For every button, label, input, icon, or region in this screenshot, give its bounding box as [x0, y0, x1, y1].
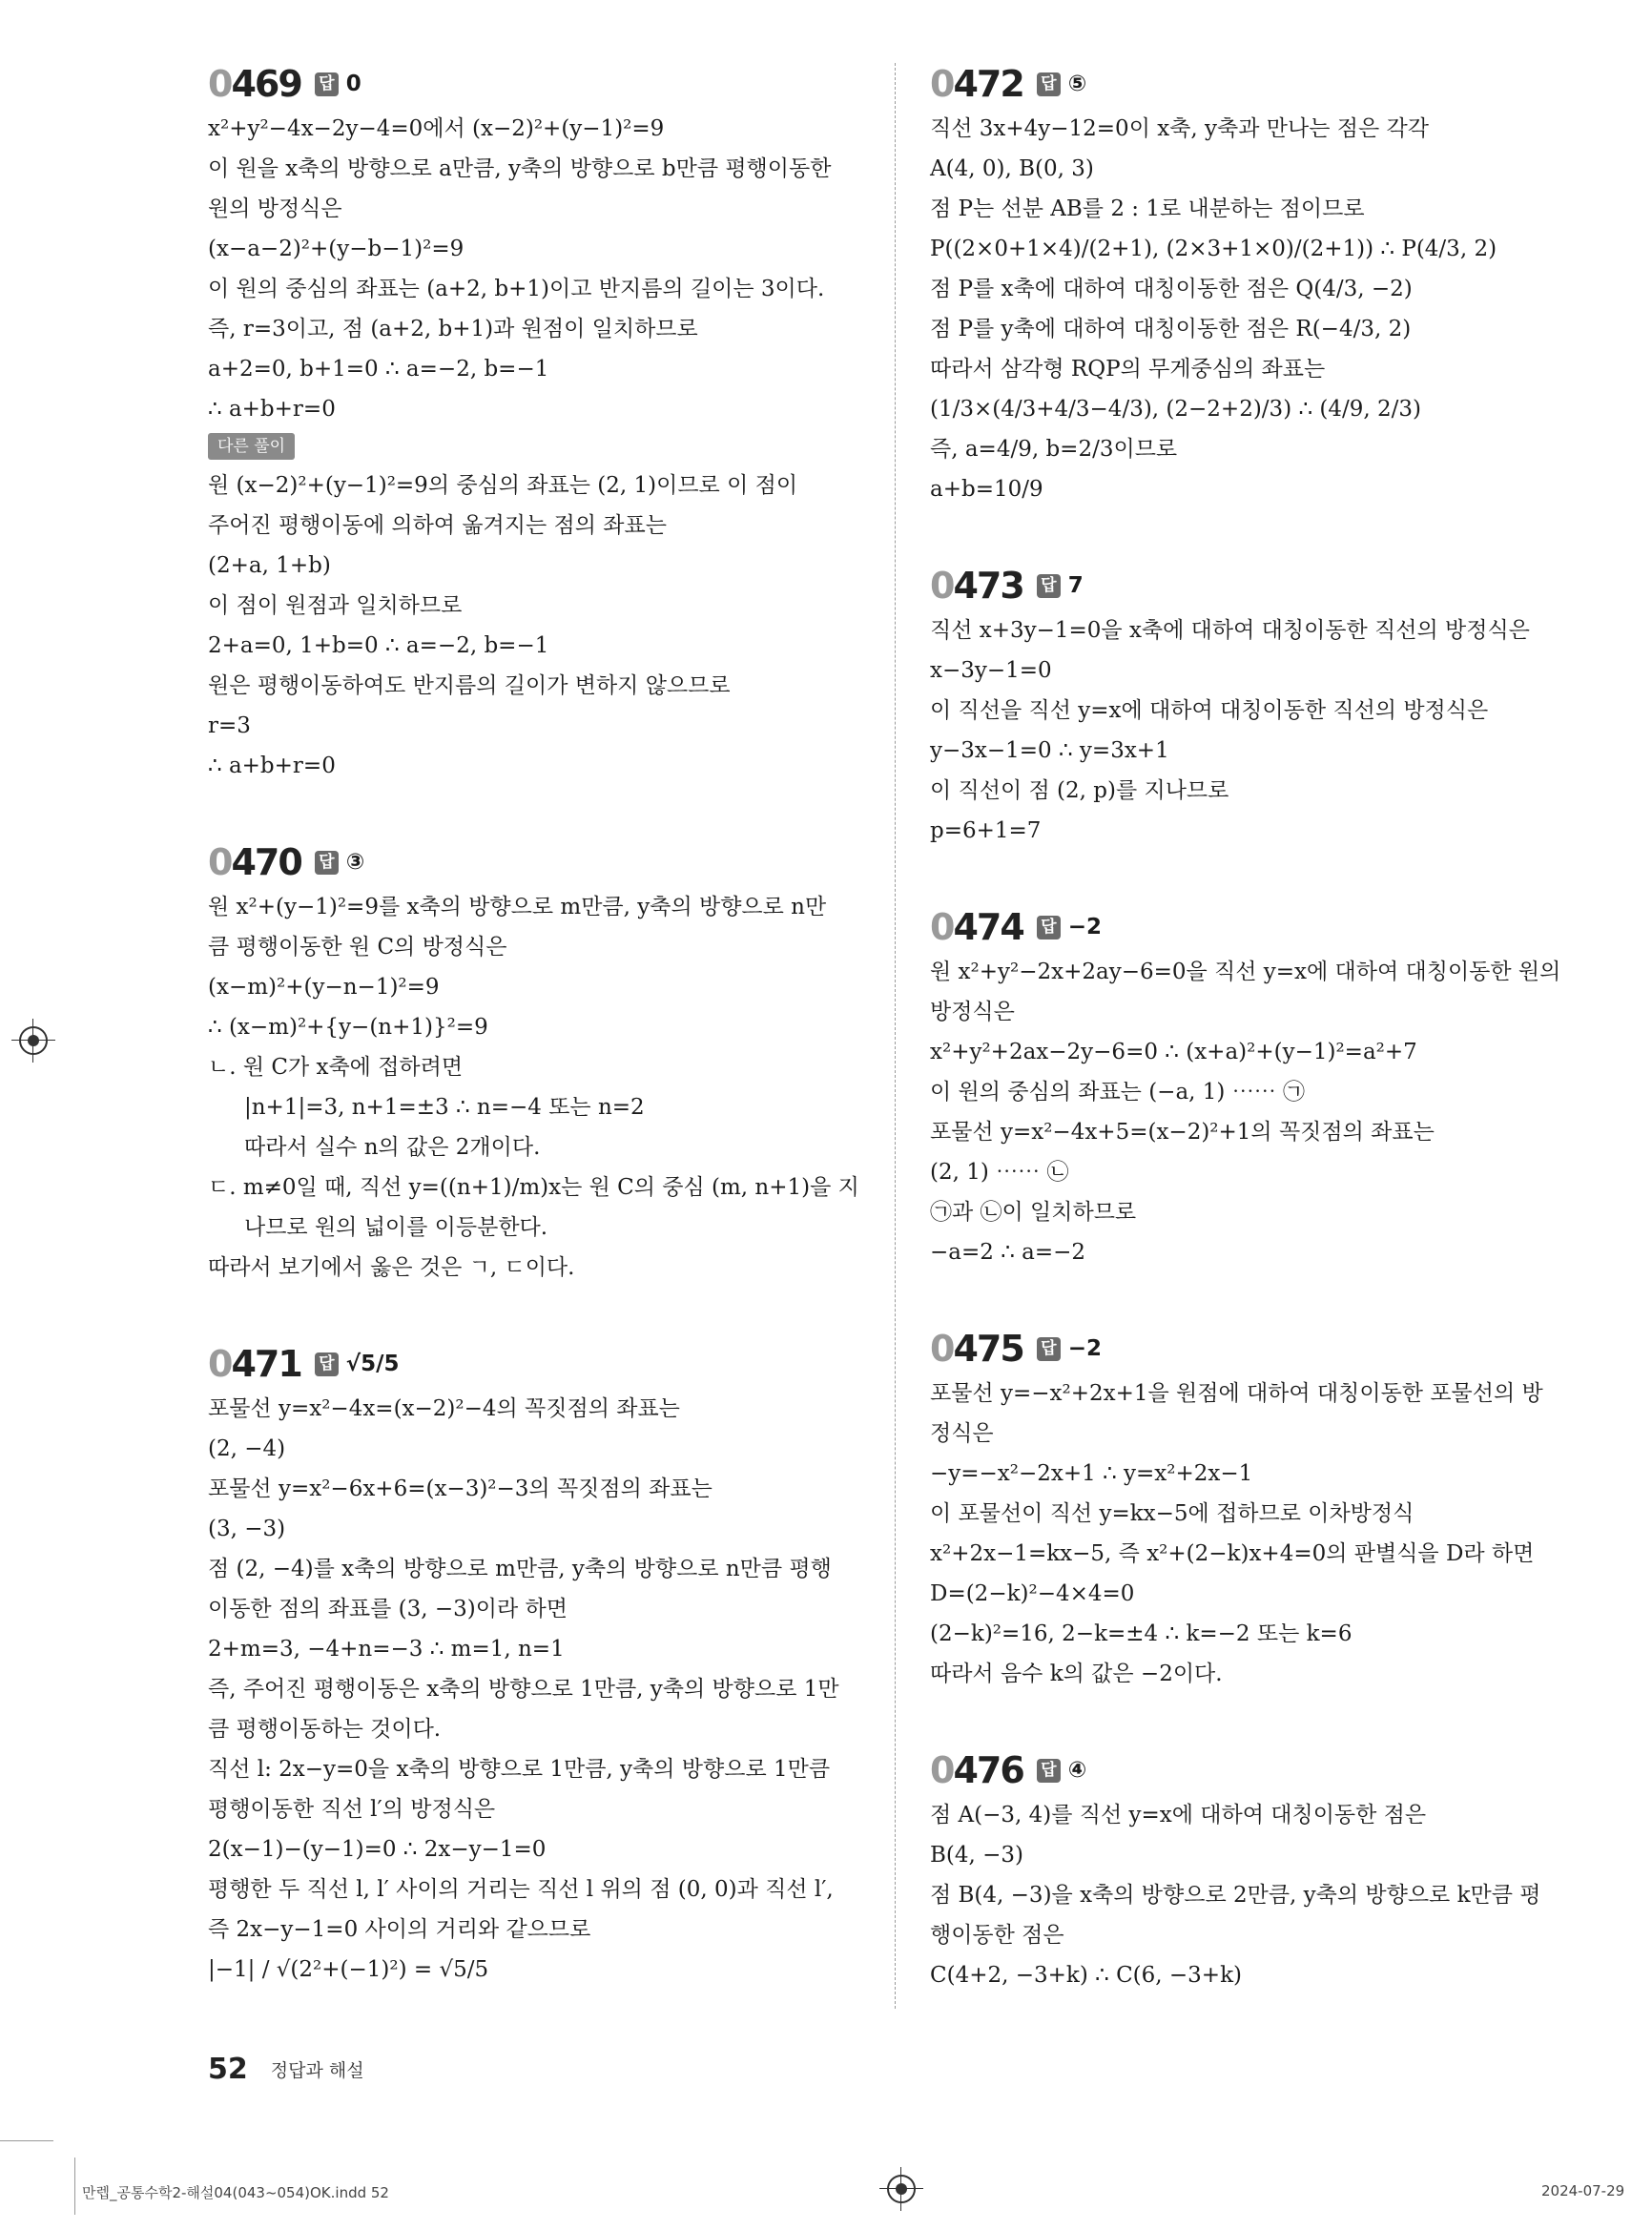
problem-0474	[930, 906, 1579, 1272]
solution-line: 직선 l: 2x−y=0을 x축의 방향으로 1만큼, y축의 방향으로 1만큼	[208, 1757, 831, 1782]
solution-line: 원의 방정식은	[208, 196, 342, 221]
solution-line: 즉 2x−y−1=0 사이의 거리와 같으므로	[208, 1917, 591, 1942]
solution-line: x−3y−1=0	[930, 658, 1052, 683]
solution-line: 점 P를 y축에 대하여 대칭이동한 점은 R(−4/3, 2)	[930, 317, 1412, 341]
solution-line: 포물선 y=x²−4x=(x−2)²−4의 꼭짓점의 좌표는	[208, 1396, 680, 1421]
alt-solution-line: (2+a, 1+b)	[208, 553, 331, 578]
answer-badge: 답	[1037, 574, 1061, 598]
solution-line: 따라서 실수 n의 값은 2개이다.	[244, 1135, 541, 1160]
solution-line: (2, −4)	[208, 1436, 286, 1461]
solution-line: C(4+2, −3+k) ∴ C(6, −3+k)	[930, 1963, 1242, 1988]
problem-number: 0476	[930, 1749, 1023, 1791]
solution-line: (1/3×(4/3+4/3−4/3), (2−2+2)/3) ∴ (4/9, 2/3)	[930, 397, 1422, 422]
answer-value: 0	[345, 72, 361, 96]
page-number: 52	[208, 2053, 248, 2086]
solution-line: 따라서 삼각형 RQP의 무게중심의 좌표는	[930, 357, 1326, 382]
solution-line: 방정식은	[930, 1000, 1015, 1024]
solution-line: 이 포물선이 직선 y=kx−5에 접하므로 이차방정식	[930, 1501, 1415, 1526]
answer-value: ③	[345, 850, 365, 875]
solution-line: x²+2x−1=kx−5, 즉 x²+(2−k)x+4=0의 판별식을 D라 하면	[930, 1541, 1535, 1566]
solution-line: |n+1|=3, n+1=±3 ∴ n=−4 또는 n=2	[244, 1095, 645, 1120]
problem-header	[930, 63, 1579, 105]
solution-line: (2−k)²=16, 2−k=±4 ∴ k=−2 또는 k=6	[930, 1621, 1353, 1646]
solution-line: a+2=0, b+1=0 ∴ a=−2, b=−1	[208, 357, 549, 382]
problem-number: 0470	[208, 841, 301, 883]
alt-solution-line: ∴ a+b+r=0	[208, 754, 336, 778]
answer-badge: 답	[315, 1352, 339, 1376]
solution-line: 이 직선이 점 (2, p)를 지나므로	[930, 778, 1229, 803]
problem-number: 0472	[930, 63, 1023, 105]
solution-line: 점 (2, −4)를 x축의 방향으로 m만큼, y축의 방향으로 n만큼 평행	[208, 1557, 832, 1581]
solution-line: 정식은	[930, 1421, 994, 1446]
problem-0476	[930, 1749, 1579, 1995]
answer-value: −2	[1067, 915, 1103, 939]
answer-badge: 답	[1037, 1337, 1061, 1361]
solution-line: (x−a−2)²+(y−b−1)²=9	[208, 237, 465, 261]
solution-line: 평행이동한 직선 l′의 방정식은	[208, 1797, 496, 1822]
solution-line: 큼 평행이동하는 것이다.	[208, 1717, 442, 1742]
page-footer	[208, 2053, 364, 2086]
solution-line: 큼 평행이동한 원 C의 방정식은	[208, 935, 507, 960]
problem-header	[930, 906, 1579, 948]
column-divider	[895, 63, 896, 2009]
print-slug-filename: 만렙_공통수학2-해설04(043~054)OK.indd 52	[82, 2184, 389, 2201]
solution-line: 직선 x+3y−1=0을 x축에 대하여 대칭이동한 직선의 방정식은	[930, 618, 1530, 643]
solution-line: 따라서 보기에서 옳은 것은 ㄱ, ㄷ이다.	[208, 1255, 575, 1280]
alt-solution-line: 원은 평행이동하여도 반지름의 길이가 변하지 않으므로	[208, 673, 731, 698]
solution-line: 이 원의 중심의 좌표는 (a+2, b+1)이고 반지름의 길이는 3이다.	[208, 277, 825, 301]
solution-line: 평행한 두 직선 l, l′ 사이의 거리는 직선 l 위의 점 (0, 0)과 직선 l′,	[208, 1877, 834, 1902]
solution-line: ∴ a+b+r=0	[208, 397, 336, 422]
problem-header	[930, 565, 1579, 607]
trim-mark	[74, 2158, 75, 2215]
answer-value: √5/5	[345, 1352, 400, 1376]
answer-value: −2	[1067, 1336, 1103, 1361]
alt-solution-line: r=3	[208, 713, 251, 738]
solution-line: (3, −3)	[208, 1517, 286, 1541]
left-column	[208, 63, 857, 2045]
problem-header	[208, 1343, 857, 1385]
solution-line: A(4, 0), B(0, 3)	[930, 156, 1094, 181]
solution-line: 즉, 주어진 평행이동은 x축의 방향으로 1만큼, y축의 방향으로 1만	[208, 1677, 839, 1702]
problem-header	[930, 1749, 1579, 1791]
solution-line: ∴ (x−m)²+{y−(n+1)}²=9	[208, 1015, 488, 1040]
solution-line: 점 P는 선분 AB를 2 : 1로 내분하는 점이므로	[930, 196, 1365, 221]
solution-line: 따라서 음수 k의 값은 −2이다.	[930, 1662, 1223, 1686]
solution-line: −y=−x²−2x+1 ∴ y=x²+2x−1	[930, 1461, 1253, 1486]
solution-line: 2(x−1)−(y−1)=0 ∴ 2x−y−1=0	[208, 1837, 547, 1862]
problem-number: 0474	[930, 906, 1023, 948]
problem-0472	[930, 63, 1579, 509]
registration-mark-icon	[19, 1026, 48, 1055]
solution-line: 원 x²+(y−1)²=9를 x축의 방향으로 m만큼, y축의 방향으로 n만	[208, 895, 827, 919]
problem-number: 0469	[208, 63, 301, 105]
solution-line: x²+y²+2ax−2y−6=0 ∴ (x+a)²+(y−1)²=a²+7	[930, 1040, 1417, 1064]
problem-number: 0475	[930, 1328, 1023, 1370]
answer-value: ⑤	[1067, 72, 1087, 96]
right-column	[930, 63, 1579, 2051]
alt-solution-line: 이 점이 원점과 일치하므로	[208, 593, 463, 618]
answer-badge: 답	[1037, 916, 1061, 939]
problem-0471	[208, 1343, 857, 1990]
solution-line: 이 직선을 직선 y=x에 대하여 대칭이동한 직선의 방정식은	[930, 698, 1489, 723]
problem-header	[930, 1328, 1579, 1370]
solution-line: 포물선 y=x²−6x+6=(x−3)²−3의 꼭짓점의 좌표는	[208, 1476, 712, 1501]
solution-line: B(4, −3)	[930, 1843, 1024, 1868]
problem-0469	[208, 63, 857, 786]
problem-0475	[930, 1328, 1579, 1694]
answer-value: ④	[1067, 1758, 1087, 1783]
problem-0473	[930, 565, 1579, 851]
solution-line: 직선 3x+4y−12=0이 x축, y축과 만나는 점은 각각	[930, 116, 1429, 141]
problem-header	[208, 63, 857, 105]
solution-line: 즉, r=3이고, 점 (a+2, b+1)과 원점이 일치하므로	[208, 317, 698, 341]
answer-badge: 답	[315, 72, 339, 96]
solution-line: 나므로 원의 넓이를 이등분한다.	[244, 1215, 548, 1240]
solution-line: ㄷ. m≠0일 때, 직선 y=((n+1)/m)x는 원 C의 중심 (m, n+1)을 지	[208, 1175, 859, 1200]
solution-line: ㉠과 ㉡이 일치하므로	[930, 1200, 1137, 1225]
solution-line: a+b=10/9	[930, 477, 1043, 502]
answer-badge: 답	[315, 851, 339, 875]
solution-line: y−3x−1=0 ∴ y=3x+1	[930, 738, 1169, 763]
solution-line: P((2×0+1×4)/(2+1), (2×3+1×0)/(2+1)) ∴ P(4/3, 2)	[930, 237, 1497, 261]
solution-line: x²+y²−4x−2y−4=0에서 (x−2)²+(y−1)²=9	[208, 116, 665, 141]
solution-line: 이 원을 x축의 방향으로 a만큼, y축의 방향으로 b만큼 평행이동한	[208, 156, 832, 181]
solution-line: 점 B(4, −3)을 x축의 방향으로 2만큼, y축의 방향으로 k만큼 평	[930, 1883, 1541, 1908]
solution-line: 이 원의 중심의 좌표는 (−a, 1) ⋯⋯ ㉠	[930, 1080, 1306, 1105]
registration-mark-icon	[887, 2175, 916, 2203]
alt-solution-line: 2+a=0, 1+b=0 ∴ a=−2, b=−1	[208, 633, 549, 658]
solution-line: 즉, a=4/9, b=2/3이므로	[930, 437, 1178, 462]
problem-number: 0471	[208, 1343, 301, 1385]
answer-badge: 답	[1037, 72, 1061, 96]
solution-line: 원 x²+y²−2x+2ay−6=0을 직선 y=x에 대하여 대칭이동한 원의	[930, 960, 1561, 984]
solution-line: D=(2−k)²−4×4=0	[930, 1581, 1135, 1606]
solution-line: |−1| / √(2²+(−1)²) = √5/5	[208, 1957, 489, 1982]
alt-solution-label: 다른 풀이	[208, 433, 295, 460]
print-slug-date: 2024-07-29	[1541, 2182, 1625, 2199]
solution-line: 포물선 y=x²−4x+5=(x−2)²+1의 꼭짓점의 좌표는	[930, 1120, 1435, 1145]
solution-line: 점 P를 x축에 대하여 대칭이동한 점은 Q(4/3, −2)	[930, 277, 1413, 301]
problem-0470	[208, 841, 857, 1288]
problem-header	[208, 841, 857, 883]
alt-solution-line: 원 (x−2)²+(y−1)²=9의 중심의 좌표는 (2, 1)이므로 이 점이	[208, 473, 798, 498]
solution-line: −a=2 ∴ a=−2	[930, 1240, 1086, 1265]
section-label: 정답과 해설	[270, 2060, 364, 2081]
solution-line: 행이동한 점은	[930, 1923, 1064, 1948]
solution-line: (2, 1) ⋯⋯ ㉡	[930, 1160, 1069, 1185]
solution-line: p=6+1=7	[930, 818, 1042, 843]
alt-solution-line: 주어진 평행이동에 의하여 옮겨지는 점의 좌표는	[208, 513, 667, 538]
problem-number: 0473	[930, 565, 1023, 607]
trim-mark	[0, 2140, 53, 2141]
solution-line: 이동한 점의 좌표를 (3, −3)이라 하면	[208, 1597, 568, 1621]
solution-line: 점 A(−3, 4)를 직선 y=x에 대하여 대칭이동한 점은	[930, 1803, 1427, 1827]
solution-line: 2+m=3, −4+n=−3 ∴ m=1, n=1	[208, 1637, 565, 1662]
answer-badge: 답	[1037, 1759, 1061, 1783]
answer-value: 7	[1067, 573, 1084, 598]
solution-line: (x−m)²+(y−n−1)²=9	[208, 975, 440, 1000]
solution-line: ㄴ. 원 C가 x축에 접하려면	[208, 1055, 464, 1080]
solution-line: 포물선 y=−x²+2x+1을 원점에 대하여 대칭이동한 포물선의 방	[930, 1381, 1543, 1406]
